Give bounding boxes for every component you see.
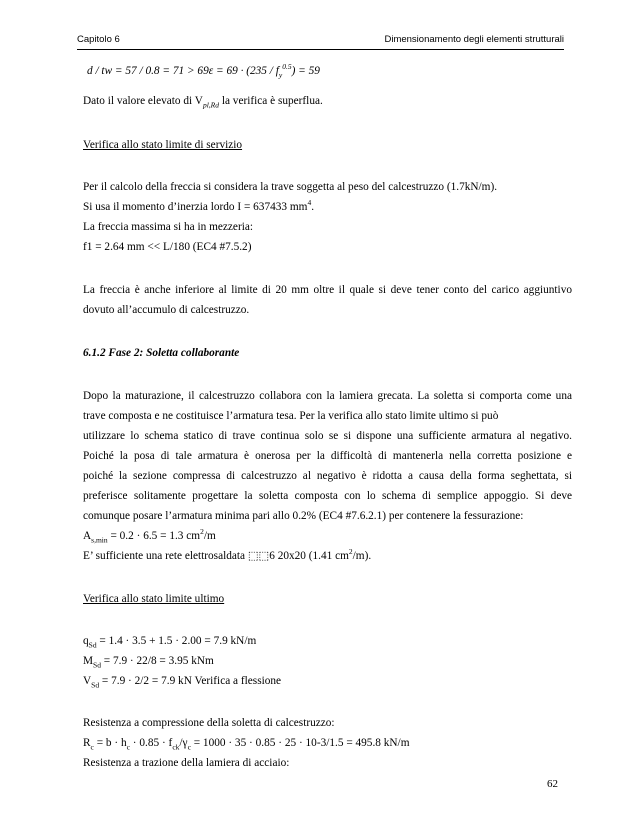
paragraph-dato: Dato il valore elevato di $V_{pl,Rd}$ la verifica è superflua.	[83, 95, 323, 110]
text-line: La freccia massima si ha in mezzeria:	[83, 221, 253, 233]
text-line: Per il calcolo della freccia si considera la trave soggetta al peso del calcestruzzo (1.7kN/m).	[83, 181, 498, 193]
heading-ultimo: Verifica allo stato limite ultimo	[83, 593, 225, 605]
text-line: Si usa il momento d’inerzia lordo I = 637433 $mm^4$.	[83, 198, 315, 213]
heading-fase2: 6.1.2 Fase 2: Soletta collaborante	[83, 347, 240, 359]
equation-as-min: $A_{s,min} = 0.2 \cdot 6.5 = 1.3$ $cm^2/m$	[83, 527, 216, 545]
text-line: Dopo la maturazione, il calcestruzzo collabora con la lamiera grecata. La soletta si comporta come una	[83, 390, 572, 402]
text-line: Resistenza a compressione della soletta di calcestruzzo:	[83, 717, 335, 729]
equation-vsd: $V_{Sd} = 7.9 \cdot 2/2 = 7.9$ kN Verifica a flessione	[83, 675, 282, 690]
equation-rc: $R_c = b \cdot h_c \cdot 0.85 \cdot f_{ck}/\gamma_c = 1000 \cdot 35 \cdot 0.85 \cdot 25 \cdot 10-3/1.5 = 495.8$ kN/m	[83, 737, 410, 752]
header-rule	[77, 49, 564, 50]
text-line: La freccia è anche inferiore al limite di 20 mm oltre il quale si deve tener conto del carico aggiuntivo	[83, 284, 572, 296]
text-line: f1 = 2.64 mm << L/180 (EC4 #7.5.2)	[83, 241, 252, 253]
text-line: utilizzare lo schema statico di trave continua solo se si dispone una sufficiente armatura al negativo.	[83, 430, 572, 442]
heading-servizio: Verifica allo stato limite di servizio	[83, 139, 243, 151]
page-number: 62	[547, 778, 558, 790]
header-chapter: Capitolo 6	[77, 34, 120, 45]
text-line: Resistenza a trazione della lamiera di acciaio:	[83, 757, 290, 769]
text-line: E’ sufficiente una rete elettrosaldata ⬚⬚6 20x20 (1.41 $cm^2/m$).	[83, 547, 372, 562]
text-line: trave composta e ne costituisce l’armatura tesa. Per la verifica allo stato limite ultimo si può	[83, 410, 499, 422]
text-line: comunque posare l’armatura minima pari allo 0.2% (EC4 #7.6.2.1) per contenere la fessurazione:	[83, 510, 524, 522]
equation-qsd: $q_{Sd} = 1.4 \cdot 3.5 + 1.5 \cdot 2.00 = 7.9$ kN/m	[83, 635, 257, 650]
text-line: Poiché la posa di tale armatura è onerosa per la difficoltà di mantenerla nella corretta posizione e	[83, 450, 572, 462]
text-line: dovuto all’accumulo di calcestruzzo.	[83, 304, 250, 316]
header-section-title: Dimensionamento degli elementi strutturali	[384, 34, 564, 45]
equation-slenderness: d / tw = $57 / 0.8 = 71 > 69\varepsilon = 69 \cdot (235 / f_y^{0.5}) = 59$	[87, 62, 320, 80]
text-line: preferisce solitamente progettare la soletta composta con lo schema di semplice appoggio. Si deve	[83, 490, 572, 502]
text-line: poiché la sezione compressa di calcestruzzo al negativo è ridotta a causa della forma seghettata, si	[83, 470, 572, 482]
equation-msd: $M_{Sd} = 7.9 \cdot 22/8 = 3.95$ kNm	[83, 655, 214, 670]
